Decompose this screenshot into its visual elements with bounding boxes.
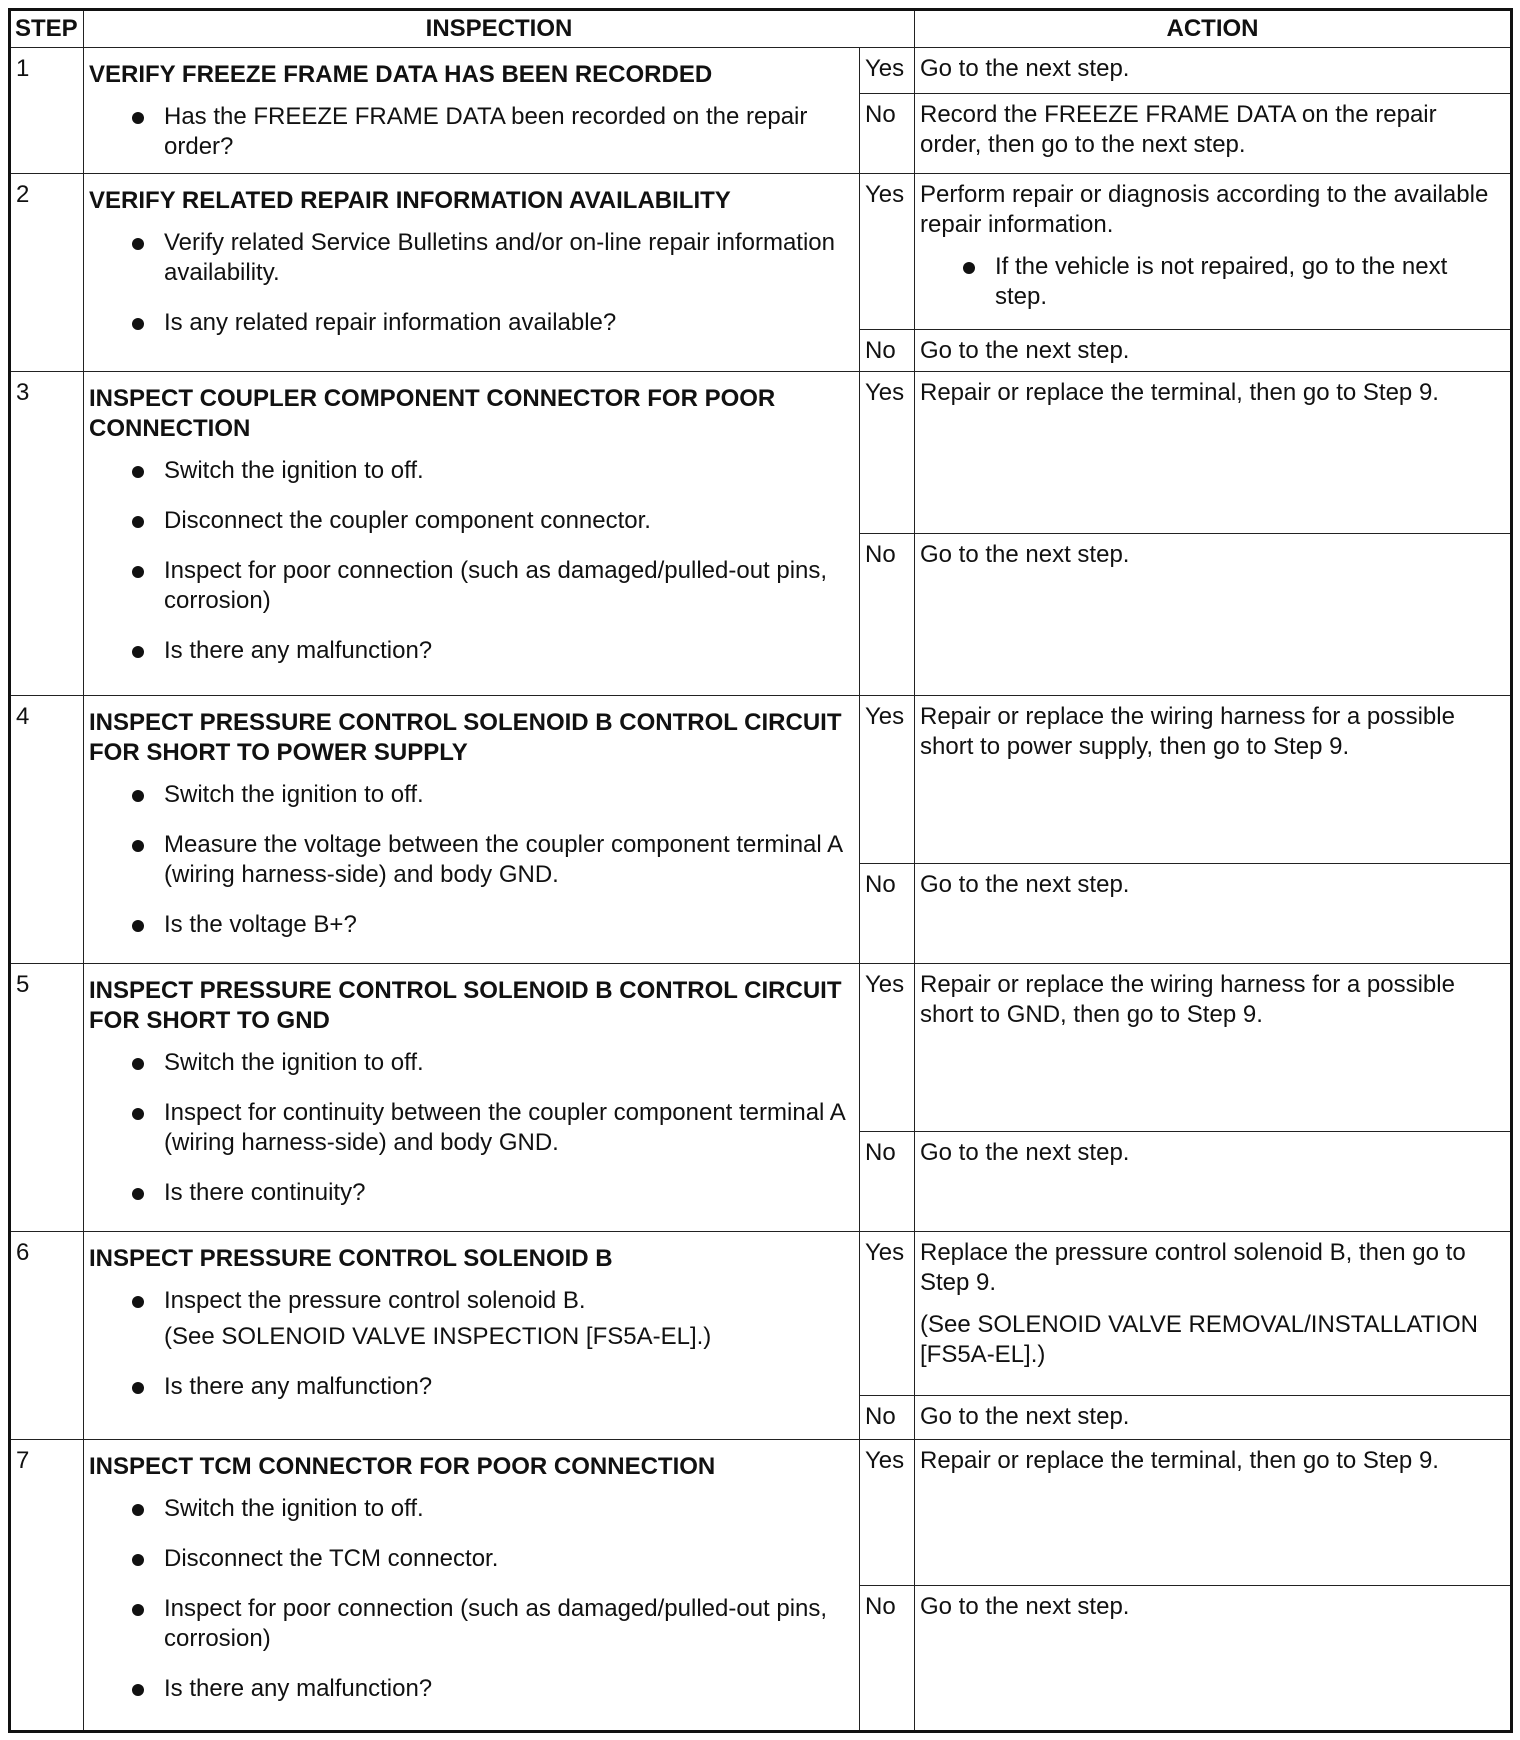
step-title: INSPECT PRESSURE CONTROL SOLENOID B CONTROL CIRCUIT FOR SHORT TO GND bbox=[89, 977, 842, 1034]
step-2-yes-row bbox=[10, 174, 1512, 330]
no-action: Go to the next step. bbox=[915, 534, 1512, 696]
no-action: Go to the next step. bbox=[915, 1132, 1512, 1232]
yes-reference-note: (See SOLENOID VALVE REMOVAL/INSTALLATION [FS5A-EL].) bbox=[920, 1311, 1478, 1368]
yes-action-cell bbox=[915, 174, 1512, 330]
no-label: No bbox=[860, 1132, 915, 1232]
bullet-item: Switch the ignition to off. bbox=[89, 1494, 853, 1524]
bullet-list bbox=[89, 1494, 853, 1704]
no-label: No bbox=[860, 1586, 915, 1732]
no-label: No bbox=[860, 534, 915, 696]
step-number: 6 bbox=[10, 1232, 84, 1440]
yes-label: Yes bbox=[860, 1232, 915, 1396]
step-inspection bbox=[84, 696, 860, 964]
bullet-item: Is there continuity? bbox=[89, 1178, 853, 1208]
no-label: No bbox=[860, 864, 915, 964]
bullet-item: Disconnect the TCM connector. bbox=[89, 1544, 853, 1574]
bullet-item: Inspect for continuity between the coupler component terminal A (wiring harness-side) and body GND. bbox=[89, 1098, 853, 1158]
bullet-item: Is the voltage B+? bbox=[89, 910, 853, 940]
yes-action: Replace the pressure control solenoid B, then go to Step 9. bbox=[920, 1239, 1466, 1296]
step-header: STEP bbox=[10, 10, 84, 48]
step-4-yes-row bbox=[10, 696, 1512, 864]
bullet-list bbox=[89, 1372, 853, 1402]
step-inspection bbox=[84, 1232, 860, 1440]
bullet-item: Has the FREEZE FRAME DATA been recorded on the repair order? bbox=[89, 102, 853, 162]
bullet-item: Is there any malfunction? bbox=[89, 636, 853, 666]
step-number: 7 bbox=[10, 1440, 84, 1732]
no-action: Record the FREEZE FRAME DATA on the repair order, then go to the next step. bbox=[915, 94, 1512, 174]
no-label: No bbox=[860, 330, 915, 372]
yes-label: Yes bbox=[860, 964, 915, 1132]
bullet-list bbox=[89, 228, 853, 338]
step-title: INSPECT PRESSURE CONTROL SOLENOID B CONTROL CIRCUIT FOR SHORT TO POWER SUPPLY bbox=[89, 709, 842, 766]
step-number: 5 bbox=[10, 964, 84, 1232]
bullet-item: Verify related Service Bulletins and/or on-line repair information availability. bbox=[89, 228, 853, 288]
bullet-item: Measure the voltage between the coupler component terminal A (wiring harness-side) and body GND. bbox=[89, 830, 853, 890]
step-title: VERIFY FREEZE FRAME DATA HAS BEEN RECORDED bbox=[89, 61, 713, 88]
bullet-item: Is there any malfunction? bbox=[89, 1674, 853, 1704]
bullet-list bbox=[89, 102, 853, 162]
step-number: 1 bbox=[10, 48, 84, 174]
yes-action: Repair or replace the terminal, then go to Step 9. bbox=[915, 372, 1512, 534]
yes-label: Yes bbox=[860, 696, 915, 864]
yes-label: Yes bbox=[860, 174, 915, 330]
bullet-item: Switch the ignition to off. bbox=[89, 780, 853, 810]
no-label: No bbox=[860, 94, 915, 174]
yes-action: Repair or replace the wiring harness for a possible short to power supply, then go to Step 9. bbox=[915, 696, 1512, 864]
bullet-list bbox=[89, 1286, 853, 1316]
action-header: ACTION bbox=[915, 10, 1512, 48]
yes-action: Repair or replace the terminal, then go to Step 9. bbox=[915, 1440, 1512, 1586]
bullet-item: Inspect for poor connection (such as damaged/pulled-out pins, corrosion) bbox=[89, 1594, 853, 1654]
yes-label: Yes bbox=[860, 1440, 915, 1586]
step-inspection bbox=[84, 372, 860, 696]
header-row bbox=[10, 10, 1512, 48]
step-inspection bbox=[84, 1440, 860, 1732]
bullet-item: Is there any malfunction? bbox=[89, 1372, 853, 1402]
step-3-yes-row bbox=[10, 372, 1512, 534]
inspection-header: INSPECTION bbox=[84, 10, 915, 48]
step-number: 4 bbox=[10, 696, 84, 964]
sub-bullet-item: If the vehicle is not repaired, go to the next step. bbox=[920, 252, 1504, 312]
bullet-list bbox=[89, 1048, 853, 1208]
step-1-yes-row bbox=[10, 48, 1512, 94]
bullet-item: Switch the ignition to off. bbox=[89, 1048, 853, 1078]
reference-note: (See SOLENOID VALVE INSPECTION [FS5A-EL].) bbox=[164, 1323, 712, 1350]
sub-bullet-list bbox=[920, 252, 1504, 312]
step-title: INSPECT PRESSURE CONTROL SOLENOID B bbox=[89, 1245, 613, 1272]
bullet-list bbox=[89, 456, 853, 666]
step-inspection bbox=[84, 174, 860, 372]
yes-action: Repair or replace the wiring harness for a possible short to GND, then go to Step 9. bbox=[915, 964, 1512, 1132]
step-number: 3 bbox=[10, 372, 84, 696]
step-title: INSPECT TCM CONNECTOR FOR POOR CONNECTION bbox=[89, 1453, 716, 1480]
no-action: Go to the next step. bbox=[915, 330, 1512, 372]
bullet-item: Switch the ignition to off. bbox=[89, 456, 853, 486]
bullet-item: Is any related repair information available? bbox=[89, 308, 853, 338]
step-6-yes-row bbox=[10, 1232, 1512, 1396]
step-title: INSPECT COUPLER COMPONENT CONNECTOR FOR POOR CONNECTION bbox=[89, 385, 776, 442]
step-inspection bbox=[84, 964, 860, 1232]
yes-action: Perform repair or diagnosis according to the available repair information. bbox=[920, 181, 1489, 238]
bullet-item: Inspect the pressure control solenoid B. bbox=[89, 1286, 853, 1316]
step-number: 2 bbox=[10, 174, 84, 372]
yes-label: Yes bbox=[860, 372, 915, 534]
yes-action-cell bbox=[915, 1232, 1512, 1396]
no-action: Go to the next step. bbox=[915, 864, 1512, 964]
step-7-yes-row bbox=[10, 1440, 1512, 1586]
bullet-list bbox=[89, 780, 853, 940]
bullet-item: Disconnect the coupler component connector. bbox=[89, 506, 853, 536]
no-action: Go to the next step. bbox=[915, 1586, 1512, 1732]
step-inspection bbox=[84, 48, 860, 174]
bullet-item: Inspect for poor connection (such as damaged/pulled-out pins, corrosion) bbox=[89, 556, 853, 616]
no-action: Go to the next step. bbox=[915, 1396, 1512, 1440]
no-label: No bbox=[860, 1396, 915, 1440]
yes-action: Go to the next step. bbox=[915, 48, 1512, 94]
step-title: VERIFY RELATED REPAIR INFORMATION AVAILABILITY bbox=[89, 187, 731, 214]
yes-label: Yes bbox=[860, 48, 915, 94]
step-5-yes-row bbox=[10, 964, 1512, 1132]
diagnostic-table bbox=[8, 8, 1513, 1733]
